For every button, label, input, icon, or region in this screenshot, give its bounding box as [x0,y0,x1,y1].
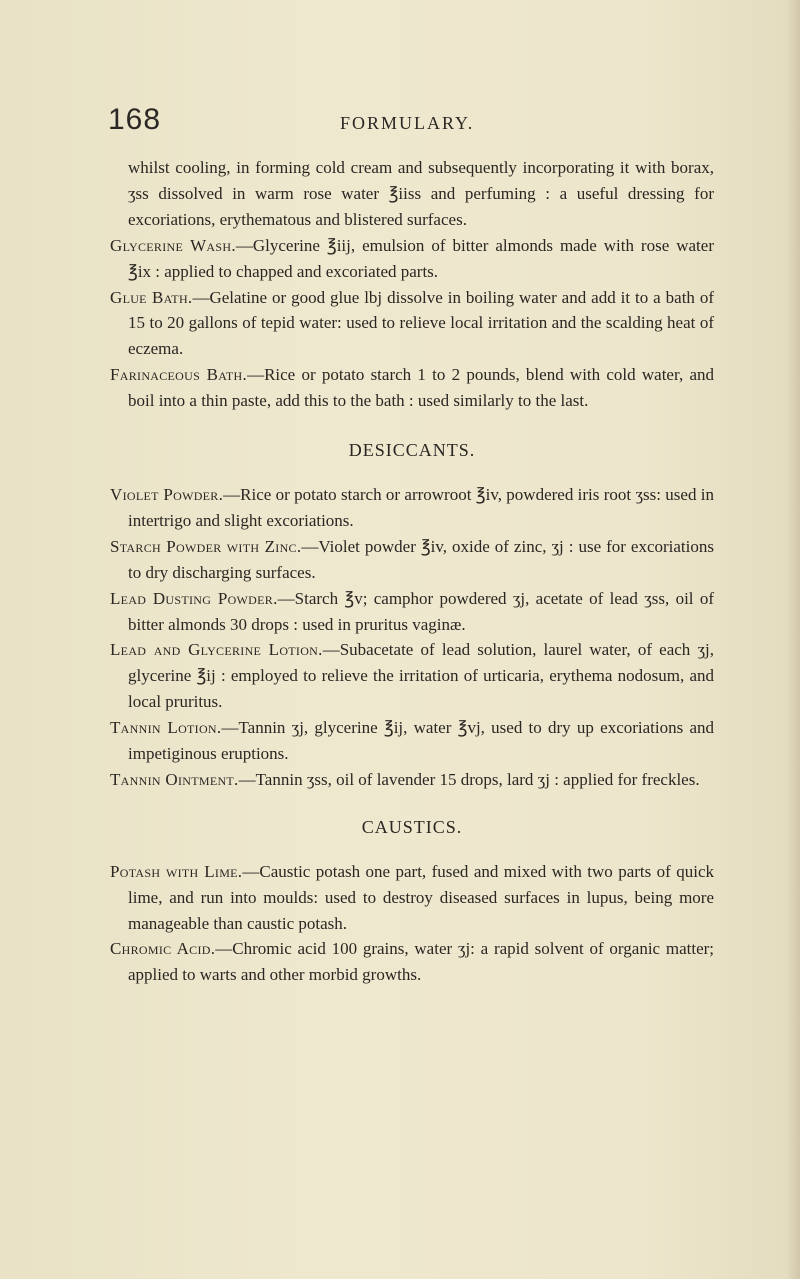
entry-term: Violet Powder. [110,484,224,504]
entry-tannin-lotion [110,715,714,767]
entry-lead-glycerine-lotion [110,637,714,715]
entry-text: —Chromic acid 100 grains, water ʒj: a rapid solvent of organic matter; applied to warts and other morbid growths. [128,939,715,985]
entry-term: Tannin Lotion. [110,718,222,738]
entry-farinaceous-bath [110,362,714,414]
entry-term: Lead and Glycerine Lotion. [110,640,323,660]
entry-text: —Glycerine ℥iij, emulsion of bitter almonds made with rose water ℥ix : applied to chapped and excoriated parts. [128,235,714,281]
entry-glue-bath [110,285,714,363]
section-heading-desiccants: DESICCANTS. [348,440,476,461]
entry-term: Potash with Lime. [110,861,243,881]
running-title: FORMULARY. [340,113,475,133]
entry-violet-powder [110,482,714,534]
page-number: 168 [108,103,162,136]
entry-text: —Tannin ʒss, oil of lavender 15 drops, lard ʒj : applied for freckles. [238,769,700,789]
entry-potash-with-lime [110,859,714,937]
entry-glycerine-wash [110,233,714,285]
entry-term: Farinaceous Bath. [110,365,248,385]
entry-term: Tannin Ointment. [110,769,239,789]
page-body [110,155,714,988]
page-edge-shadow [786,0,800,1279]
entry-text: —Tannin ʒj, glycerine ℥ij, water ℥vj, used to dry up excoriations and impetiginous eruptions. [128,718,715,764]
entry-text: —Violet powder ℥iv, oxide of zinc, ʒj : use for excoriations to dry discharging surfaces. [128,536,714,582]
entry-text: —Caustic potash one part, fused and mixed with two parts of quick lime, and run into moulds: used to destroy diseased surfaces in lupus, being more manageable than caustic potash. [128,861,714,933]
entry-text: —Starch ℥v; camphor powdered ʒj, acetate of lead ʒss, oil of bitter almonds 30 drops : used in pruritus vaginæ. [128,588,714,634]
entry-text: —Gelatine or good glue lbj dissolve in boiling water and add it to a bath of 15 to 20 gallons of tepid water: used to relieve local irritation and the scalding heat of eczema. [128,287,715,359]
continuation-paragraph: whilst cooling, in forming cold cream and subsequently incorporating it with borax, ʒss dissolved in warm rose water ℥iiss and perfuming : a useful dressing for excoriations, erythematous and blistered surfaces. [128,158,714,229]
entry-term: Glycerine Wash. [110,235,236,255]
entry-text: —Subacetate of lead solution, laurel water, of each ʒj, glycerine ℥ij : employed to relieve the irritation of urticaria, erythema nodosum, and local pruritus. [128,640,714,712]
entry-lead-dusting-powder [110,586,714,638]
page-header [108,103,708,137]
entry-term: Lead Dusting Powder. [110,588,278,608]
entry-term: Glue Bath. [110,287,193,307]
entry-text: —Rice or potato starch or arrowroot ℥iv, powdered iris root ʒss: used in intertrigo and slight excoriations. [128,484,715,530]
entry-starch-powder-zinc [110,534,714,586]
entry-chromic-acid [110,936,714,988]
entry-text: —Rice or potato starch 1 to 2 pounds, blend with cold water, and boil into a thin paste, add this to the bath : used similarly to the last. [128,365,714,411]
entry-term: Chromic Acid. [110,939,216,959]
entry-tannin-ointment [110,767,714,793]
entry-term: Starch Powder with Zinc. [110,536,302,556]
section-heading-caustics: CAUSTICS. [361,816,463,837]
